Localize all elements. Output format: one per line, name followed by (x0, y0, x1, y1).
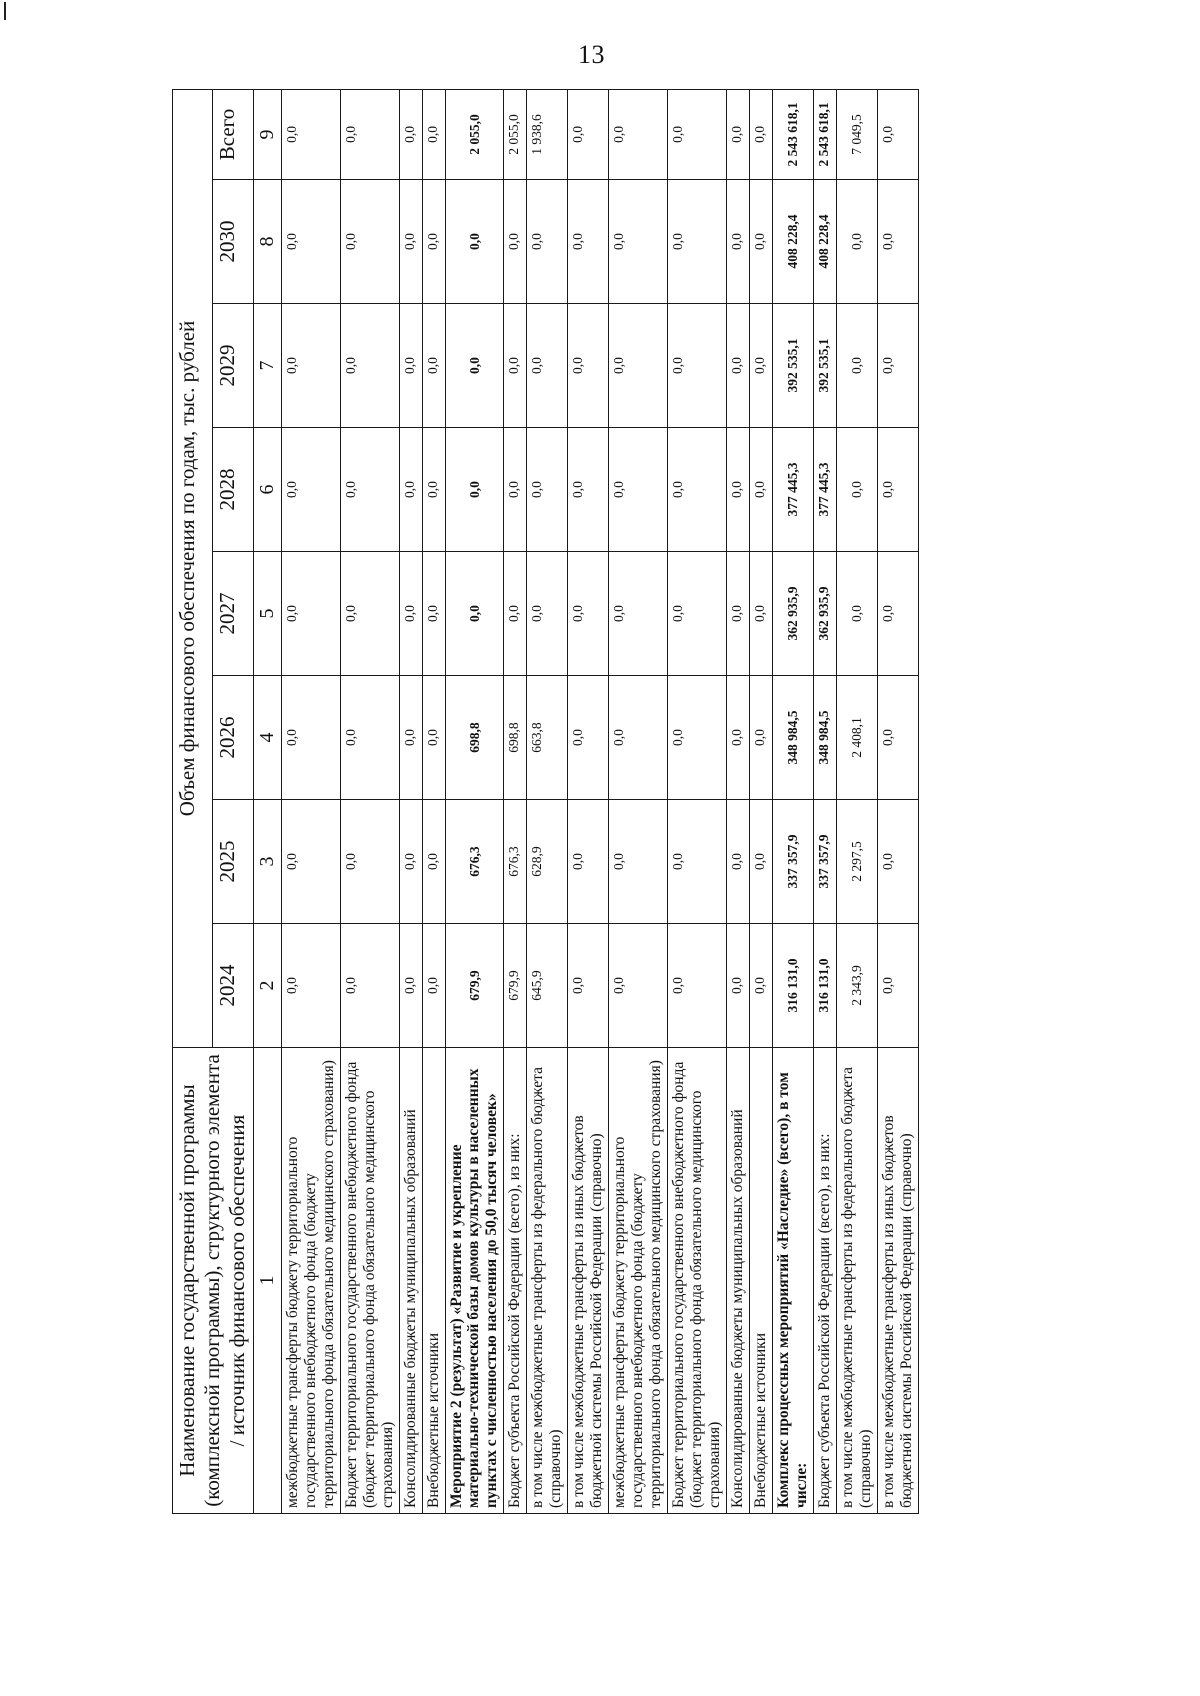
table-row (504, 89, 527, 1513)
value-cell-total: 0,0 (609, 89, 668, 179)
value-cell-2030: 0,0 (445, 180, 504, 304)
value-cell-2026: 0,0 (340, 676, 399, 800)
header-row-1 (173, 89, 213, 1513)
row-label: межбюджетные трансферты бюджету территориального государственного внебюджетного фонда (бюджету территориального фонда обязательного медицинского страхования) (281, 1048, 340, 1514)
scan-edge-mark (4, 2, 6, 20)
value-cell-2024: 2 343,9 (836, 924, 877, 1048)
col-number-3: 3 (253, 800, 281, 924)
value-cell-2025: 0,0 (750, 800, 773, 924)
value-cell-2025: 676,3 (504, 800, 527, 924)
table-row (527, 89, 568, 1513)
value-cell-2026: 698,8 (504, 676, 527, 800)
value-cell-2025: 337 357,9 (813, 800, 836, 924)
value-cell-2028: 0,0 (877, 428, 918, 552)
value-cell-2028: 0,0 (527, 428, 568, 552)
row-label: Консолидированные бюджеты муниципальных образований (399, 1048, 422, 1514)
value-cell-2029: 0,0 (727, 304, 750, 428)
value-cell-total: 0,0 (422, 89, 445, 179)
value-cell-2024: 679,9 (504, 924, 527, 1048)
value-cell-2024: 645,9 (527, 924, 568, 1048)
value-cell-2024: 0,0 (750, 924, 773, 1048)
value-cell-total: 0,0 (877, 89, 918, 179)
header-year-2026: 2026 (213, 676, 253, 800)
value-cell-2027: 0,0 (340, 552, 399, 676)
col-number-2: 2 (253, 924, 281, 1048)
value-cell-2027: 0,0 (527, 552, 568, 676)
value-cell-2029: 0,0 (750, 304, 773, 428)
value-cell-total: 2 055,0 (445, 89, 504, 179)
value-cell-2026: 0,0 (568, 676, 609, 800)
value-cell-total: 0,0 (568, 89, 609, 179)
header-year-2027: 2027 (213, 552, 253, 676)
value-cell-2030: 0,0 (727, 180, 750, 304)
value-cell-2026: 0,0 (399, 676, 422, 800)
value-cell-2024: 0,0 (281, 924, 340, 1048)
value-cell-2030: 0,0 (527, 180, 568, 304)
value-cell-2028: 0,0 (668, 428, 727, 552)
value-cell-2030: 0,0 (399, 180, 422, 304)
value-cell-2029: 0,0 (340, 304, 399, 428)
value-cell-2025: 676,3 (445, 800, 504, 924)
header-year-2030: 2030 (213, 180, 253, 304)
value-cell-total: 0,0 (340, 89, 399, 179)
value-cell-2030: 408 228,4 (773, 180, 814, 304)
table-body (281, 89, 918, 1513)
value-cell-total: 0,0 (727, 89, 750, 179)
value-cell-2028: 0,0 (750, 428, 773, 552)
col-number-7: 7 (253, 304, 281, 428)
value-cell-2026: 0,0 (750, 676, 773, 800)
header-year-2029: 2029 (213, 304, 253, 428)
table-row (340, 89, 399, 1513)
value-cell-2025: 0,0 (568, 800, 609, 924)
row-label: в том числе межбюджетные трансферты из федерального бюджета (справочно) (527, 1048, 568, 1514)
value-cell-2029: 0,0 (422, 304, 445, 428)
header-year-2028: 2028 (213, 428, 253, 552)
value-cell-2025: 0,0 (668, 800, 727, 924)
value-cell-2026: 0,0 (281, 676, 340, 800)
value-cell-2024: 0,0 (422, 924, 445, 1048)
value-cell-2026: 348 984,5 (773, 676, 814, 800)
value-cell-2024: 679,9 (445, 924, 504, 1048)
value-cell-2027: 0,0 (727, 552, 750, 676)
row-label: в том числе межбюджетные трансферты из федерального бюджета (справочно) (836, 1048, 877, 1514)
value-cell-2030: 0,0 (281, 180, 340, 304)
value-cell-2027: 0,0 (609, 552, 668, 676)
value-cell-2030: 0,0 (340, 180, 399, 304)
table-row (813, 89, 836, 1513)
header-total: Всего (213, 89, 253, 179)
value-cell-2030: 0,0 (422, 180, 445, 304)
value-cell-total: 2 055,0 (504, 89, 527, 179)
value-cell-2029: 0,0 (609, 304, 668, 428)
value-cell-2025: 0,0 (877, 800, 918, 924)
value-cell-2025: 0,0 (727, 800, 750, 924)
value-cell-2027: 0,0 (504, 552, 527, 676)
value-cell-2027: 0,0 (445, 552, 504, 676)
value-cell-2029: 0,0 (877, 304, 918, 428)
value-cell-2026: 0,0 (668, 676, 727, 800)
value-cell-total: 7 049,5 (836, 89, 877, 179)
value-cell-2029: 0,0 (504, 304, 527, 428)
value-cell-2026: 348 984,5 (813, 676, 836, 800)
value-cell-2029: 0,0 (568, 304, 609, 428)
table-row (877, 89, 918, 1513)
page-number: 13 (578, 40, 605, 69)
value-cell-2028: 0,0 (836, 428, 877, 552)
value-cell-total: 0,0 (750, 89, 773, 179)
row-label: Внебюджетные источники (750, 1048, 773, 1514)
value-cell-2027: 0,0 (422, 552, 445, 676)
row-label: Комплекс процессных мероприятий «Наследие» (всего), в том числе: (773, 1048, 814, 1514)
value-cell-2025: 0,0 (399, 800, 422, 924)
value-cell-2025: 0,0 (422, 800, 445, 924)
value-cell-2026: 663,8 (527, 676, 568, 800)
value-cell-2029: 0,0 (668, 304, 727, 428)
row-label: в том числе межбюджетные трансферты из иных бюджетов бюджетной системы Российской Федерации (справочно) (877, 1048, 918, 1514)
value-cell-2024: 316 131,0 (773, 924, 814, 1048)
value-cell-2030: 0,0 (568, 180, 609, 304)
value-cell-2028: 0,0 (568, 428, 609, 552)
value-cell-2028: 0,0 (504, 428, 527, 552)
value-cell-2029: 0,0 (445, 304, 504, 428)
value-cell-2025: 0,0 (340, 800, 399, 924)
value-cell-2026: 0,0 (727, 676, 750, 800)
value-cell-2027: 0,0 (877, 552, 918, 676)
value-cell-2024: 0,0 (568, 924, 609, 1048)
row-label: Бюджет территориального государственного внебюджетного фонда (бюджет территориального фонда обязательного медицинского страхования) (340, 1048, 399, 1514)
value-cell-2028: 377 445,3 (773, 428, 814, 552)
value-cell-2030: 0,0 (877, 180, 918, 304)
col-number-4: 4 (253, 676, 281, 800)
value-cell-2024: 0,0 (399, 924, 422, 1048)
value-cell-2028: 0,0 (340, 428, 399, 552)
value-cell-2025: 2 297,5 (836, 800, 877, 924)
value-cell-2030: 0,0 (836, 180, 877, 304)
value-cell-2029: 392 535,1 (773, 304, 814, 428)
value-cell-2027: 362 935,9 (813, 552, 836, 676)
value-cell-2028: 377 445,3 (813, 428, 836, 552)
value-cell-2024: 0,0 (668, 924, 727, 1048)
table-row (445, 89, 504, 1513)
value-cell-2025: 628,9 (527, 800, 568, 924)
rotated-table-container (172, 90, 1062, 1514)
table-row (750, 89, 773, 1513)
financing-table (172, 89, 919, 1514)
header-row-col-numbers (253, 89, 281, 1513)
header-year-2025: 2025 (213, 800, 253, 924)
value-cell-2030: 0,0 (609, 180, 668, 304)
value-cell-2029: 392 535,1 (813, 304, 836, 428)
value-cell-2026: 0,0 (422, 676, 445, 800)
header-volume-cell: Объем финансового обеспечения по годам, тыс. рублей (173, 89, 213, 1047)
value-cell-2025: 0,0 (609, 800, 668, 924)
table-row (773, 89, 814, 1513)
value-cell-2029: 0,0 (836, 304, 877, 428)
table-row (422, 89, 445, 1513)
value-cell-2028: 0,0 (281, 428, 340, 552)
value-cell-2029: 0,0 (399, 304, 422, 428)
table-row (281, 89, 340, 1513)
value-cell-total: 0,0 (399, 89, 422, 179)
header-year-2024: 2024 (213, 924, 253, 1048)
value-cell-total: 1 938,6 (527, 89, 568, 179)
value-cell-2024: 0,0 (609, 924, 668, 1048)
value-cell-2028: 0,0 (422, 428, 445, 552)
table-row (727, 89, 750, 1513)
value-cell-2030: 0,0 (668, 180, 727, 304)
row-label: в том числе межбюджетные трансферты из иных бюджетов бюджетной системы Российской Федерации (справочно) (568, 1048, 609, 1514)
value-cell-2030: 408 228,4 (813, 180, 836, 304)
value-cell-2026: 698,8 (445, 676, 504, 800)
table-row (609, 89, 668, 1513)
col-number-9: 9 (253, 89, 281, 179)
row-label: межбюджетные трансферты бюджету территориального государственного внебюджетного фонда (бюджету территориального фонда обязательного медицинского страхования) (609, 1048, 668, 1514)
value-cell-2029: 0,0 (527, 304, 568, 428)
value-cell-2027: 362 935,9 (773, 552, 814, 676)
value-cell-2027: 0,0 (568, 552, 609, 676)
row-label: Бюджет субъекта Российской Федерации (всего), из них: (813, 1048, 836, 1514)
value-cell-2025: 0,0 (281, 800, 340, 924)
value-cell-total: 0,0 (281, 89, 340, 179)
value-cell-2027: 0,0 (668, 552, 727, 676)
value-cell-total: 2 543 618,1 (813, 89, 836, 179)
value-cell-2024: 316 131,0 (813, 924, 836, 1048)
value-cell-2030: 0,0 (750, 180, 773, 304)
row-label: Консолидированные бюджеты муниципальных образований (727, 1048, 750, 1514)
table-row (836, 89, 877, 1513)
value-cell-2026: 0,0 (877, 676, 918, 800)
value-cell-2029: 0,0 (281, 304, 340, 428)
row-label: Мероприятие 2 (результат) «Развитие и укрепление материально-технической базы домов культуры в населенных пунктах с численностью населения до 50,0 тысяч человек» (445, 1048, 504, 1514)
value-cell-2026: 2 408,1 (836, 676, 877, 800)
value-cell-total: 2 543 618,1 (773, 89, 814, 179)
value-cell-2027: 0,0 (836, 552, 877, 676)
row-label: Бюджет территориального государственного внебюджетного фонда (бюджет территориального фонда обязательного медицинского страхования) (668, 1048, 727, 1514)
value-cell-2026: 0,0 (609, 676, 668, 800)
col-number-1: 1 (253, 1048, 281, 1514)
value-cell-2024: 0,0 (340, 924, 399, 1048)
table-row (399, 89, 422, 1513)
value-cell-2027: 0,0 (399, 552, 422, 676)
value-cell-2024: 0,0 (727, 924, 750, 1048)
col-number-5: 5 (253, 552, 281, 676)
value-cell-2028: 0,0 (445, 428, 504, 552)
table-row (668, 89, 727, 1513)
col-number-6: 6 (253, 428, 281, 552)
header-name-cell: Наименование государственной программы (комплексной программы), структурного элемента / источник финансового обеспечения (173, 1048, 254, 1514)
col-number-8: 8 (253, 180, 281, 304)
value-cell-2024: 0,0 (877, 924, 918, 1048)
value-cell-2028: 0,0 (727, 428, 750, 552)
table-row (568, 89, 609, 1513)
row-label: Бюджет субъекта Российской Федерации (всего), из них: (504, 1048, 527, 1514)
row-label: Внебюджетные источники (422, 1048, 445, 1514)
value-cell-2027: 0,0 (281, 552, 340, 676)
value-cell-2025: 337 357,9 (773, 800, 814, 924)
value-cell-total: 0,0 (668, 89, 727, 179)
value-cell-2030: 0,0 (504, 180, 527, 304)
value-cell-2028: 0,0 (609, 428, 668, 552)
value-cell-2027: 0,0 (750, 552, 773, 676)
value-cell-2028: 0,0 (399, 428, 422, 552)
